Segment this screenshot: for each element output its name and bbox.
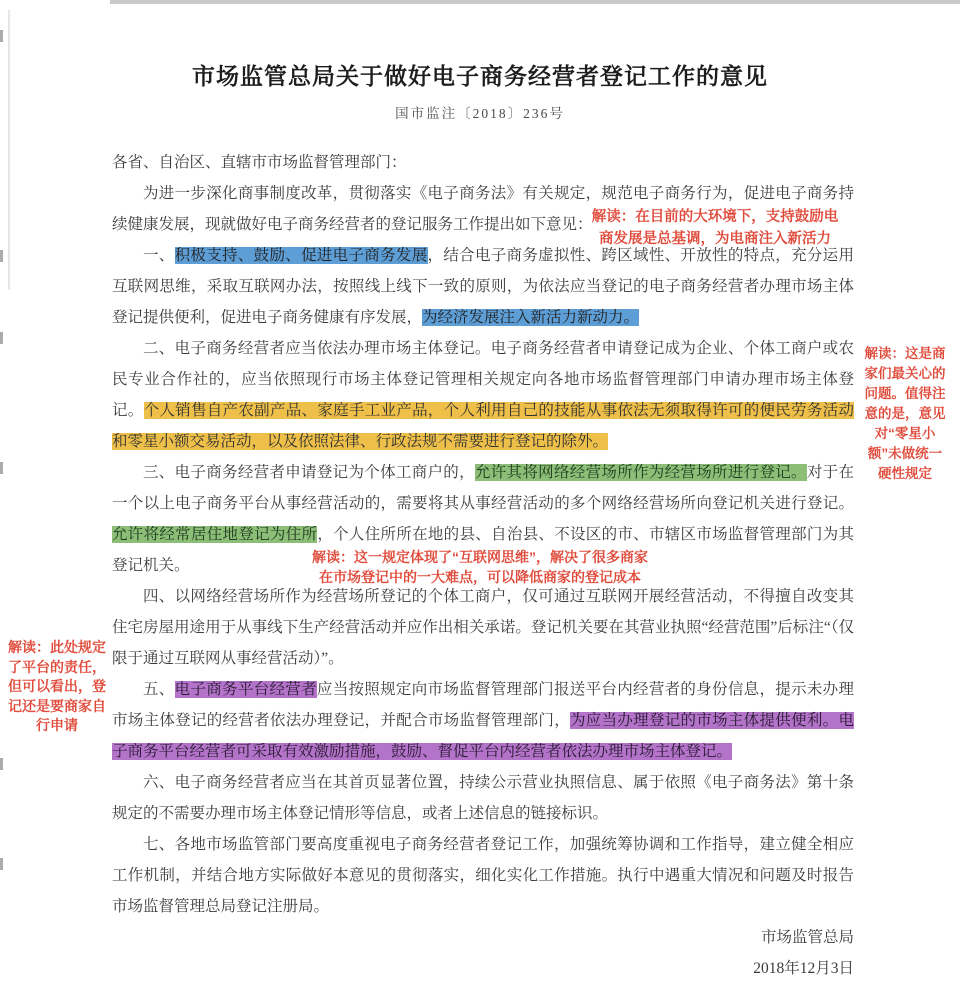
text-run: 二、电子商务经营者应当依法办理市场主体登记。电子商务经营者申请登记成为企业、个体工商户或农民专业合作社的，应当依照现行市场主体登记管理相关规定向各地市场监督管理部门申请办理市场主体登记。 — [112, 340, 854, 419]
highlight-yellow-text: 个人销售自产农副产品、家庭手工业产品，个人利用自己的技能从事依法无须取得许可的便民劳务活动和零星小额交易活动，以及依照法律、行政法规不需要进行登记的除外。 — [112, 402, 854, 450]
text-run: 七、各地市场监管部门要高度重视电子商务经营者登记工作，加强统筹协调和工作指导，建立健全相应工作机制，并结合地方实际做好本意见的贯彻落实，细化实化工作措施。执行中遇重大情况和问题及时报告市场监督管理总局登记注册局。 — [112, 836, 854, 915]
text-run: 三、电子商务经营者申请登记为个体工商户的， — [143, 464, 475, 481]
paragraph-s7 — [112, 829, 854, 922]
paragraph-s5 — [112, 674, 854, 767]
highlight-blue-text: 为经济发展注入新活力新动力。 — [422, 309, 640, 326]
signature: 市场监管总局 — [760, 929, 854, 946]
scan-artifact-tick — [0, 758, 3, 770]
scan-artifact-top-bar — [110, 0, 960, 4]
document-number: 国市监注〔2018〕236号 — [395, 106, 565, 121]
scan-artifact-tick — [0, 462, 3, 474]
text-run: 一、 — [143, 247, 175, 264]
highlight-purple-text: 为应当办理登记的市场主体提供便利。电子商务平台经营者可采取有效激励措施，鼓励、督促平台内经营者依法办理市场主体登记。 — [112, 712, 854, 760]
paragraph-s1 — [112, 240, 854, 333]
highlight-blue-text: 积极支持、鼓励、促进电子商务发展 — [174, 247, 428, 264]
paragraph-s2 — [112, 333, 854, 457]
annotation-left-margin-note: 解读：此处规定 了平台的责任， 但可以看出，登 记还是要商家自 行申请 — [8, 639, 106, 733]
scan-artifact-tick — [0, 30, 3, 42]
text-run: 对于在一个以上电子商务平台从事经营活动的，需要将其从事经营活动的多个网络经营场所向登记机关进行登记。 — [112, 464, 854, 512]
highlight-green-text: 允许将经常居住地登记为住所 — [112, 526, 318, 543]
highlight-purple-text: 电子商务平台经营者 — [174, 681, 317, 698]
scan-artifact-tick — [0, 332, 3, 344]
highlight-green-text: 允许其将网络经营场所作为经营场所进行登记。 — [474, 464, 807, 481]
text-run: 为进一步深化商事制度改革，贯彻落实《电子商务法》有关规定，规范电子商务行为，促进电子商务持续健康发展，现就做好电子商务经营者的登记服务工作提出如下意见： — [112, 185, 854, 233]
annotation-intro-note: 解读：在目前的大环境下，支持鼓励电 商发展是总基调，为电商注入新活力 — [591, 209, 839, 247]
salutation: 各省、自治区、直辖市市场监督管理部门： — [112, 154, 407, 171]
page-title: 市场监管总局关于做好电子商务经营者登记工作的意见 — [192, 63, 768, 89]
text-run: 四、以网络经营场所作为经营场所登记的个体工商户，仅可通过互联网开展经营活动，不得擅自改变其住宅房屋用途用于从事线下生产经营活动并应作出相关承诺。登记机关要在其营业执照“经营范围”后标注“（仅限于通过互联网从事经营活动）”。 — [112, 588, 854, 667]
text-run: 应当按照规定向市场监督管理部门报送平台内经营者的身份信息，提示未办理市场主体登记的经营者依法办理登记，并配合市场监督管理部门， — [112, 681, 854, 729]
paragraph-s4 — [112, 581, 854, 674]
text-run: 六、电子商务经营者应当在其首页显著位置，持续公示营业执照信息、属于依照《电子商务法》第十条规定的不需要办理市场主体登记情形等信息，或者上述信息的链接标识。 — [112, 774, 854, 822]
signature-date: 2018年12月3日 — [753, 960, 854, 977]
scan-artifact-tick — [0, 858, 3, 870]
scan-artifact-tick — [0, 250, 3, 262]
annotation-mid-note: 解读：这一规定体现了“互联网思维”，解决了很多商家 在市场登记中的一大难点，可以降低商家的登记成本 — [312, 549, 648, 585]
text-run: ，结合电子商务虚拟性、跨区域性、开放性的特点，充分运用互联网思维，采取互联网办法，按照线上线下一致的原则，为依法应当登记的电子商务经营者办理市场主体登记提供便利，促进电子商务健康有序发展， — [112, 247, 854, 326]
text-run: 五、 — [143, 681, 175, 698]
paragraph-s6 — [112, 767, 854, 829]
scan-artifact-left-line — [8, 10, 10, 290]
annotation-right-margin-note: 解读：这是商 家们最关心的 问题。值得注 意的是，意见 对“零星小 额”未做统一 硬性规定 — [864, 346, 946, 481]
text-run: ，个人住所所在地的县、自治县、不设区的市、市辖区市场监督管理部门为其登记机关。 — [112, 526, 854, 574]
